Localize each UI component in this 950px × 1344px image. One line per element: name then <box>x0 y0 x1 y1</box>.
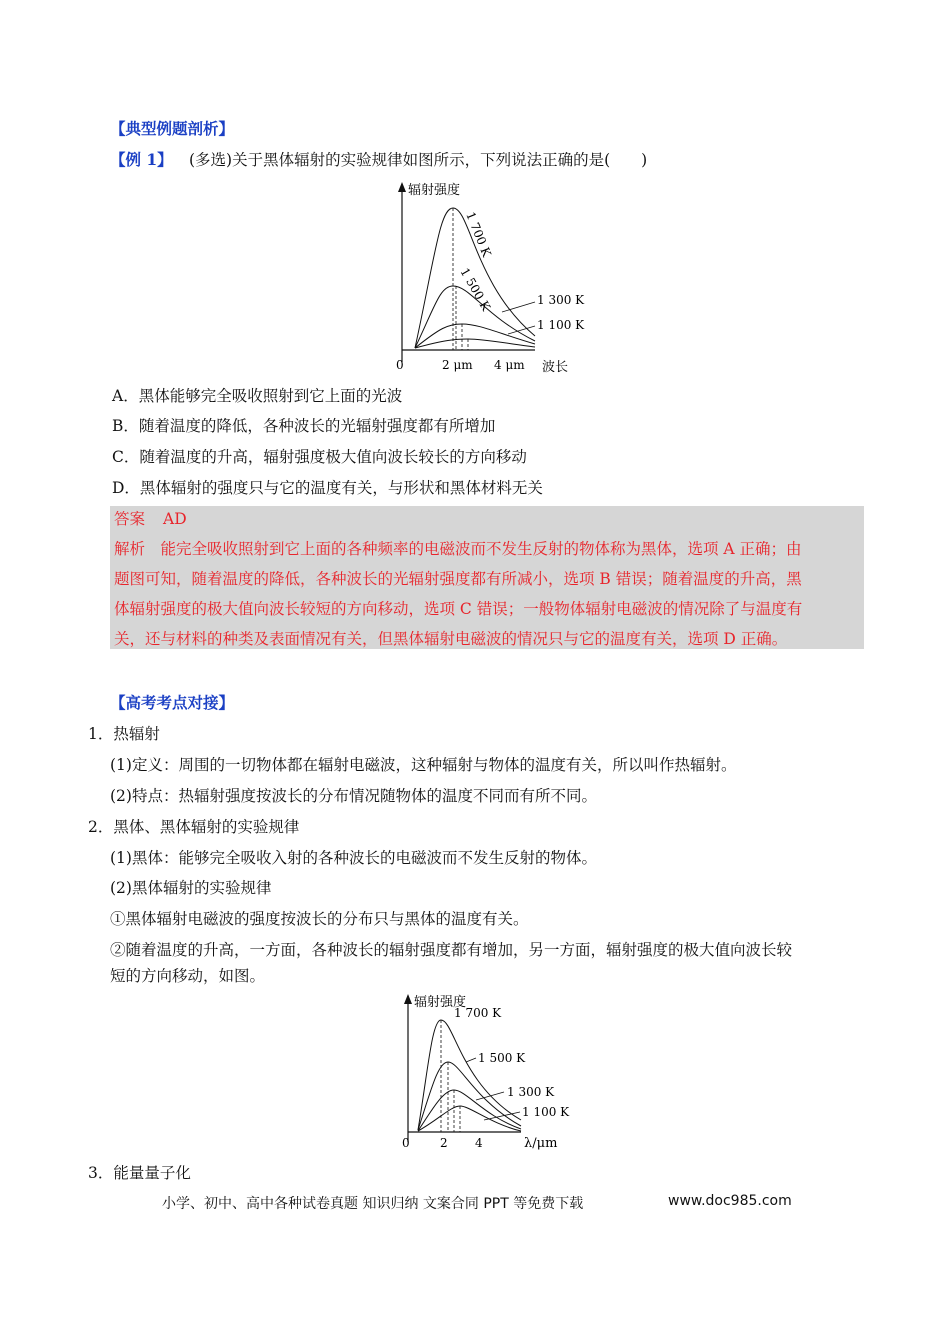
example-question: (多选)关于黑体辐射的实验规律如图所示，下列说法正确的是( ) <box>189 151 648 169</box>
fig1-y-axis-label: 辐射强度 <box>408 183 461 198</box>
point-1-line-2: (2)特点：热辐射强度按波长的分布情况随物体的温度不同而有所不同。 <box>110 787 597 805</box>
footer-url[interactable]: www.doc985.com <box>668 1193 792 1209</box>
fig1-label-1700k: 1 700 K <box>463 209 494 259</box>
fig2-label-1500k: 1 500 K <box>478 1051 526 1065</box>
blackbody-figure-1 <box>390 176 610 376</box>
analysis-line-1: 解析 能完全吸收照射到它上面的各种频率的电磁波而不发生反射的物体称为黑体，选项 A 正确；由 <box>114 540 802 558</box>
fig2-x-tick-4: 4 <box>475 1136 483 1150</box>
fig1-label-1500k: 1 500 K <box>457 265 494 314</box>
answer-value: AD <box>163 510 187 528</box>
analysis-line-4: 关，还与材料的种类及表面情况有关，但黑体辐射电磁波的情况只与它的温度有关，选项 D 正确。 <box>114 630 788 648</box>
blackbody-figure-2 <box>396 990 586 1154</box>
fig1-origin: 0 <box>396 358 404 372</box>
fig2-label-1300k: 1 300 K <box>507 1085 555 1099</box>
option-d: D．黑体辐射的强度只与它的温度有关，与形状和黑体材料无关 <box>112 479 543 497</box>
fig1-label-1300k: 1 300 K <box>537 293 585 307</box>
option-c: C．随着温度的升高，辐射强度极大值向波长较长的方向移动 <box>112 448 527 466</box>
footer-text: 小学、初中、高中各种试卷真题 知识归纳 文案合同 PPT 等免费下载 <box>162 1196 584 1212</box>
point-2-heading: 2．黑体、黑体辐射的实验规律 <box>88 818 300 836</box>
option-b: B．随着温度的降低，各种波长的光辐射强度都有所增加 <box>112 417 496 435</box>
analysis-line-3: 体辐射强度的极大值向波长较短的方向移动，选项 C 错误；一般物体辐射电磁波的情况除了与温度有 <box>114 600 803 618</box>
point-2-line-1: (1)黑体：能够完全吸收入射的各种波长的电磁波而不发生反射的物体。 <box>110 849 597 867</box>
fig2-x-axis-label: λ/μm <box>524 1136 558 1151</box>
fig1-x-tick-2: 2 μm <box>442 358 473 372</box>
fig2-y-axis-label: 辐射强度 <box>414 995 467 1010</box>
section-title-typical-examples: 【典型例题剖析】 <box>110 119 235 138</box>
point-2-line-4: ②随着温度的升高，一方面，各种波长的辐射强度都有增加，另一方面，辐射强度的极大值向波长较 <box>110 941 793 959</box>
answer-line <box>114 509 187 529</box>
example-tag: 【例 1】 <box>110 150 173 169</box>
fig1-x-tick-4: 4 μm <box>494 358 525 372</box>
point-1-heading: 1．热辐射 <box>88 725 160 743</box>
fig1-x-axis-label: 波长 <box>542 360 569 375</box>
fig2-label-1100k: 1 100 K <box>522 1105 570 1119</box>
point-2-line-3: ①黑体辐射电磁波的强度按波长的分布只与黑体的温度有关。 <box>110 910 529 928</box>
fig1-label-1100k: 1 100 K <box>537 318 585 332</box>
point-2-line-5: 短的方向移动，如图。 <box>110 967 266 985</box>
analysis-line-2: 题图可知，随着温度的降低，各种波长的光辐射强度都有所减小，选项 B 错误；随着温度的升高，黑 <box>114 570 802 588</box>
fig2-x-tick-2: 2 <box>440 1136 448 1150</box>
answer-box <box>110 506 864 649</box>
section-title-exam-points: 【高考考点对接】 <box>110 693 235 712</box>
fig2-origin: 0 <box>402 1136 410 1150</box>
fig2-label-1700k: 1 700 K <box>454 1006 502 1020</box>
point-2-line-2: (2)黑体辐射的实验规律 <box>110 879 272 897</box>
answer-label: 答案 <box>114 510 146 528</box>
point-3-heading: 3．能量量子化 <box>88 1164 191 1182</box>
point-1-line-1: (1)定义：周围的一切物体都在辐射电磁波，这种辐射与物体的温度有关，所以叫作热辐射。 <box>110 756 737 774</box>
option-a: A．黑体能够完全吸收照射到它上面的光波 <box>112 387 403 405</box>
